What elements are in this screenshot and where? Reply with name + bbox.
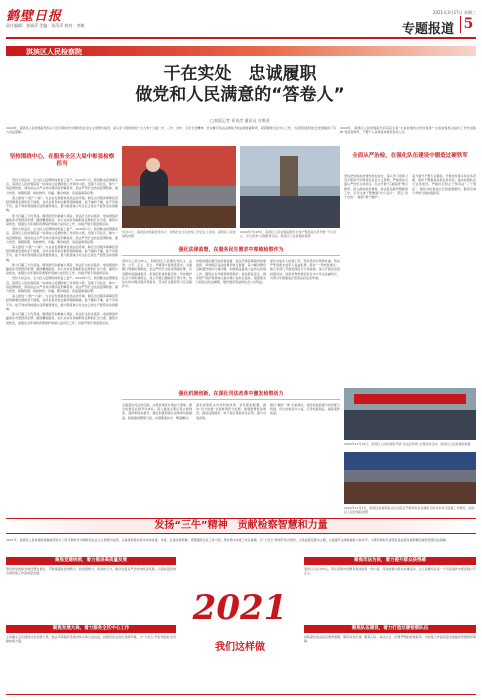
lower-col2: 深化检察机关内设机构改革，优化职能配置，推动“四大检察”全面协调充分发展。加强智慧检务建设，推进远程提讯、电子卷宗等信息化应用，提升办案质效。 — [196, 403, 266, 420]
photo2-caption: 2020年7月28日，淇滨区人民检察院组织全体干警赴南乐县开展“不忘初心、牢记使命”主题教育活动。淇滨区人民检察院供图 — [240, 230, 336, 238]
year-slogan: 我们这样做 — [215, 642, 265, 653]
lead-paragraph: 2020年，淇滨区人民检察院坚持以习近平新时代中国特色社会主义思想为指导，深入学习贯彻党的十九大和十九届二中、三中、四中、五中全会精神，忠实履行宪法法律赋予的法律监督职责，紧紧围绕全区中心工作，为淇滨区经济社会发展提供了有力司法保障。 — [6, 126, 336, 135]
banner-tag: 淇滨区人民检察院 — [26, 48, 82, 56]
br-item2-head: 聚焦队伍建设，着力打造过硬检察队伍 — [304, 625, 476, 633]
left-paragraph: 坚持大局意识，全力投入疫情防控和复工复产。2020年1月，新冠肺炎疫情暴发后，淇滨区人民检察院第一时间成立疫情防控工作领导小组，迅速下沉社区，参与一线疫情防控，同时依法从严从快办理涉疫刑事案件，依法严厉打击抗拒疫情防控、暴力伤医、制假售假、哄抬物价、诈骗、聚众哄抢、造谣滋事等犯罪。 — [6, 178, 118, 195]
mid-col1: 坚持以人民为中心，积极回应人民群众对民主、法治、公平、正义、安全、环境等方面更高需求。全面履行刑事检察职能，依法严厉打击各类刑事犯罪，共受理审查逮捕案件、审查起诉案件数百件，切实维护社会大局和谐稳定。深入开展扫黑除恶专项斗争，依法从快办理涉黑涉恶案件，坚决打击黑恶势力及其保护伞。 — [122, 259, 192, 289]
photo-backdrop-blue — [344, 452, 476, 470]
right-col1: 坚持把党的政治建设放在首位，深入学习贯彻习近平新时代中国特色社会主义思想，严格落实全面从严治党主体责任。扎实开展“以案促改”警示教育，深入推进政治督察、政法队伍教育整顿等工作，引导全体干警增强“四个意识”、坚定“四个自信”、做到“两个维护”。 — [344, 174, 408, 200]
bl-item2-text: 主动融入全区经济社会发展大局，依法平等保护各类市场主体合法权益，持续优化法治化营商环境，为“十四五”开好局起好步贡献检察力量。 — [6, 635, 176, 644]
br-item1-head: 聚焦司法为民，着力提升群众获得感 — [304, 557, 476, 565]
photo-group — [240, 146, 340, 228]
photo-people — [344, 410, 476, 440]
lower-col1: 全面落实司法责任制，完善检察官办案权力清单，健全检察官业绩考评体系。深入推进认罪认罚从宽制度，适用率稳步提升，确定刑量刑建议采纳率持续提高。积极推进繁简分流，实现简案快办、繁案精办。 — [122, 403, 192, 420]
headline-line1: 干在实处 忠诚履职 — [163, 64, 317, 84]
left-paragraph: 深入推进“六稳”“六保”。为企业发展提供优质法治环境，制定出台服务保障民营经济健康发展的若干措施，对涉企案件依法慎用强制措施，能不捕的不捕，能不诉的不诉，能不判实刑的提出适用缓刑建议，最大限度减少对企业正常生产经营活动的影响。 — [6, 294, 118, 311]
br-item2-text: 持续深化政法队伍教育整顿，锻造对党忠诚、服务人民、执法公正、纪律严明的检察铁军，为检察工作高质量发展提供坚强组织保障。 — [304, 635, 476, 644]
bottom-intro: 2021年，淇滨区人民检察院将继续坚持以习近平新时代中国特色社会主义思想为指导，认真贯彻落实党中央和省委、市委、区委决策部署，紧紧围绕全区工作大局，坚持稳中求进工作总基调，以“十四五”规划开局为契机，以高质量发展为主题，全面提升法律监督能力和水平，为谱写新时代淇滨区高质量发展新篇章提供坚强司法保障。 — [6, 538, 449, 542]
year-graphic — [180, 560, 300, 690]
banner-bar — [6, 46, 476, 56]
lower-rule — [122, 399, 340, 400]
newspaper-logo: 鹤壁日报 — [6, 9, 63, 24]
bottom-banner — [6, 518, 476, 534]
headline — [60, 64, 420, 114]
photo-table — [344, 482, 476, 504]
left-column-text — [6, 178, 118, 508]
byline: □本报记者 祁英彦 通讯员 方维金 — [210, 118, 270, 123]
photo-publicity — [344, 388, 476, 440]
br-item1-text: 坚持以人民为中心，用心用情办好群众身边的每一件小案，深化检察为民办实事活动，让人民群众在每一个司法案件中感受到公平正义。 — [304, 567, 476, 576]
left-paragraph: 深入推进“六稳”“六保”。为企业发展提供优质法治环境，制定出台服务保障民营经济健康发展的若干措施，对涉企案件依法慎用强制措施，能不捕的不捕，能不诉的不诉，能不判实刑的提出适用缓刑建议，最大限度减少对企业正常生产经营活动的影响。 — [6, 245, 118, 262]
mid-section-head: 强化法律监督，在服务民生需求中厚植检察作为 — [178, 247, 284, 253]
lower-section-head: 强化机制创新，在深化司法改革中激发检察活力 — [178, 391, 284, 397]
left-paragraph: 坚持大局意识，全力投入疫情防控和复工复产。2020年1月，新冠肺炎疫情暴发后，淇滨区人民检察院第一时间成立疫情防控工作领导小组，迅速下沉社区，参与一线疫情防控，同时依法从严从快办理涉疫刑事案件，依法严厉打击抗拒疫情防控、暴力伤医、制假售假、哄抬物价、诈骗、聚众哄抢、造谣滋事等犯罪。 — [6, 227, 118, 244]
left-section-head: 坚持围绕中心，在服务全区大局中彰显检察担当 — [6, 150, 118, 174]
footer-rule — [6, 694, 476, 695]
photo-monument — [280, 156, 298, 196]
photo-speaker — [122, 146, 236, 228]
left-paragraph: 助力打赢三大攻坚战。围绕防范化解重大风险，依法打击非法集资、电信网络诈骗等涉众型经济犯罪；围绕精准脱贫，加大对扶贫领域职务犯罪的打击力度；围绕污染防治，加强生态环境和资源保护领域公益诉讼工作，持续开展专项监督活动。 — [6, 262, 118, 276]
bl-item2-head: 聚焦发展大局，着力服务全区中心工作 — [6, 625, 176, 633]
callout-box: 2020年，淇滨区人民检察院先后荣获全省“全省检察机关先进集体”“全省检察机关信访工作先进集体”等荣誉称号，干警个人获得省市级荣誉多人次。 — [340, 126, 476, 135]
editor-line: 责任编辑：张丽萍 美编：张萍萍 校对：李敏 — [6, 23, 85, 28]
mid-col3: 深化未成年人检察工作，坚持惩治与预防并重，依法严惩侵害未成年人权益犯罪。落实“一号检察建议”，联合多部门开展校园安全专项检查。深入开展法治进校园活动，选派优秀检察官担任中小学法治副校长，为青少年健康成长营造良好法治环境。 — [270, 259, 340, 280]
right-col2: 着力提升干警专业素能，开展岗位练兵和业务竞赛，组织干警参加各类业务培训，推动检察队伍专业化建设。严格执行防止干预司法“三个规定”，强化对检察权运行的监督制约，锻造忠诚干净担当的检察铁军。 — [412, 174, 476, 195]
masthead — [6, 5, 476, 43]
photo-press — [344, 452, 476, 504]
mid-col2: 持续加强民事行政检察监督，依法开展民事裁判结果监督、审判程序违法监督和执行监督，着力解决群众反映强烈的执行难问题。积极稳妥推进公益诉讼检察工作，围绕生态环境和资源保护、食品药品安全、国有财产保护等领域立案办理公益诉讼案件，督促相关行政机关依法履职，维护国家利益和社会公共利益。 — [196, 259, 266, 285]
photo4-caption: 2020年12月4日，淇滨区检察院联合区法院召开新闻发布会通报行政非诉执行监督工作情况。淇滨区人民检察院供图 — [344, 506, 475, 514]
photo-head — [146, 158, 160, 172]
right-section-head: 全面从严治检，在强化队伍建设中锻造过硬铁军 — [344, 150, 476, 170]
headline-line2: 做党和人民满意的“答卷人” — [135, 85, 345, 105]
left-paragraph: 助力打赢三大攻坚战。围绕防范化解重大风险，依法打击非法集资、电信网络诈骗等涉众型经济犯罪；围绕精准脱贫，加大对扶贫领域职务犯罪的打击力度；围绕污染防治，加强生态环境和资源保护领域公益诉讼工作，持续开展专项监督活动。 — [6, 213, 118, 227]
photo-banner — [354, 394, 466, 404]
left-paragraph: 助力打赢三大攻坚战。围绕防范化解重大风险，依法打击非法集资、电信网络诈骗等涉众型经济犯罪；围绕精准脱贫，加大对扶贫领域职务犯罪的打击力度；围绕污染防治，加强生态环境和资源保护领域公益诉讼工作，持续开展专项监督活动。 — [6, 312, 118, 325]
mid-rule — [122, 255, 340, 256]
bottom-banner-title: 发扬“三牛”精神 贡献检察智慧和力量 — [154, 520, 328, 531]
masthead-rule — [6, 37, 476, 39]
date-line: 2021年3月17日 星期三 — [432, 10, 476, 15]
bl-item1-head: 聚焦党建统领，着力推进高质量发展 — [6, 557, 176, 565]
photo-crowd — [240, 196, 340, 228]
bl-item1-text: 坚持把党的政治建设摆在首位，不断提高政治判断力、政治领悟力、政治执行力，推动全面从严治党向纵深发展，以高质量党建引领检察工作高质量发展。 — [6, 567, 176, 576]
photo-desk — [122, 206, 236, 228]
lower-col3: 推行“捕诉一体”办案模式，强化侦查监督与协作配合机制，设立检察官办公室，引导侦查取证，提高案件质量。 — [270, 403, 340, 416]
page-number: 5 — [460, 16, 476, 33]
photo3-caption: 2020年12月10日，淇滨区人民检察院开展“宪法宣传周”主题宣传活动。淇滨区人民检察院供图 — [344, 442, 471, 446]
left-paragraph: 深入推进“六稳”“六保”。为企业发展提供优质法治环境，制定出台服务保障民营经济健康发展的若干措施，对涉企案件依法慎用强制措施，能不捕的不捕，能不诉的不诉，能不判实刑的提出适用缓刑建议，最大限度减少对企业正常生产经营活动的影响。 — [6, 195, 118, 213]
left-paragraph: 坚持大局意识，全力投入疫情防控和复工复产。2020年1月，新冠肺炎疫情暴发后，淇滨区人民检察院第一时间成立疫情防控工作领导小组，迅速下沉社区，参与一线疫情防控，同时依法从严从快办理涉疫刑事案件，依法严厉打击抗拒疫情防控、暴力伤医、制假售假、哄抬物价、诈骗、聚众哄抢、造谣滋事等犯罪。 — [6, 276, 118, 294]
section-title: 专题报道 — [401, 22, 454, 37]
photo1-caption: 3月11日，淇滨区检察院党组书记、检察长在全区检察工作会议上讲话。淇滨区人民检察院供图 — [122, 230, 236, 238]
year-number: 2021 — [192, 588, 288, 628]
